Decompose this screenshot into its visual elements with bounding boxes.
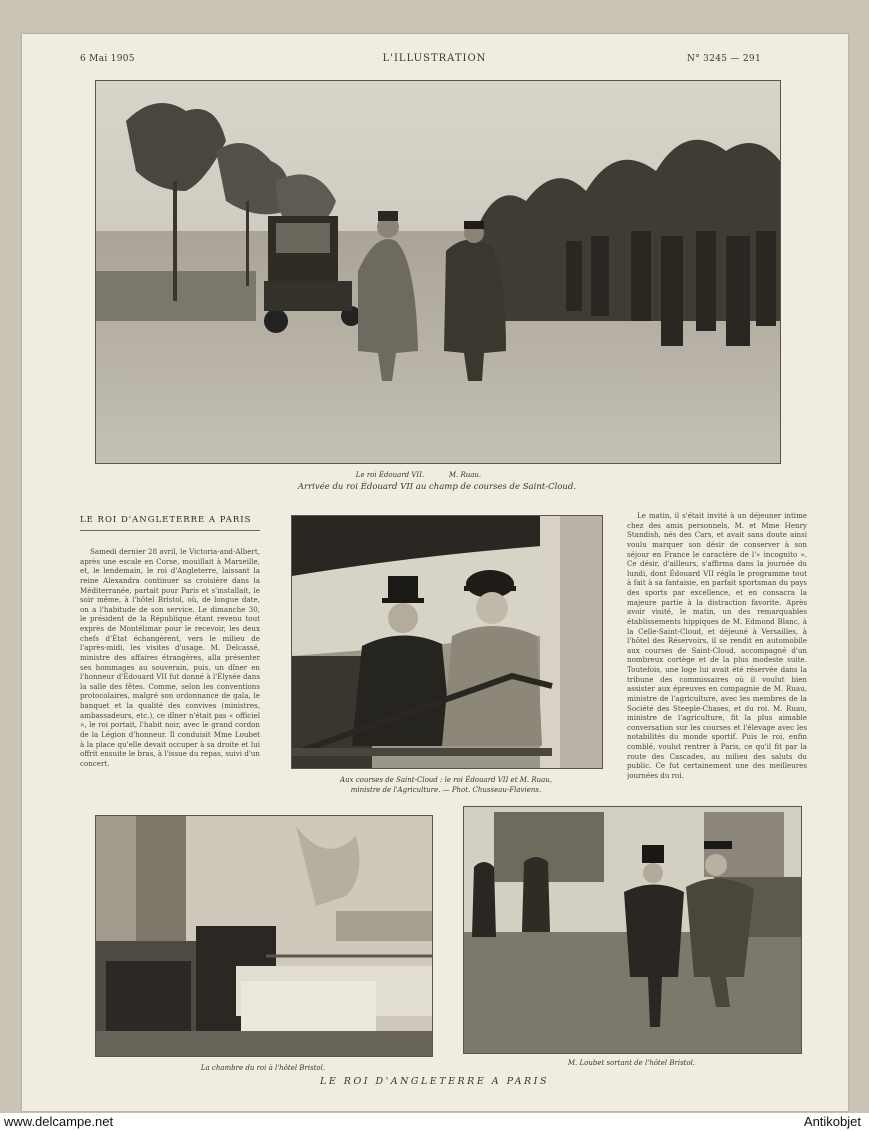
photo-king-and-ruau bbox=[291, 515, 603, 769]
footer-title: LE ROI D'ANGLETERRE A PARIS bbox=[320, 1076, 549, 1087]
heading-rule bbox=[80, 530, 260, 531]
photo1-sublabel-king: Le roi Édouard VII. bbox=[355, 471, 425, 479]
photo1-caption: Arrivée du roi Édouard VII au champ de courses de Saint-Cloud. bbox=[297, 482, 577, 492]
right-column-paragraph: Le matin, il s'était invité à un déjeuner intime chez des amis personnels, M. et Mme Henry Standish, nés des Cars, et avait sans doute ainsi voulu marquer son désir de conserver à son séjour en France le caractère de l'« incognito ». Ce désir, d'ailleurs, s'affirma dans la journée du lundi, dont Édouard VII régla le programme tout à fait à sa fantaisie, en parfait sportsman du pays des sports par excellence, et en consacra la majeure partie à la distraction favorite. Après avoir visité, le matin, un des remarquables établissements hippiques de M. Edmond Blanc, à la Celle-Saint-Cloud, et déjeuné à Versailles, à l'hôtel des Réservoirs, il se rendit en automobile aux courses de Saint-Cloud, accompagné d'un nombreux cortège et de la plus modeste suite. Toutefois, une loge lui avait été réservée dans la tribune des commissaires où il voulut bien assister aux épreuves en compagnie de M. Ruau, ministre de l'agriculture, avec les membres de la Société des Steeple-Chases, et du roi. M. Ruau, ministre de l'agriculture, fit la plus aimable conversation sur les courses et l'élevage avec les notabilités du monde sportif. Puis le roi, enfin comblé, voulut rentrer à Paris, ce qu'il fit par la route des Cascades, au milieu des saluts du public. Ce fut certainement une des meilleures journées du roi. bbox=[627, 511, 807, 780]
header-date: 6 Mai 1905 bbox=[80, 54, 135, 64]
header-publication: L'ILLUSTRATION bbox=[382, 53, 487, 64]
photo2-caption-line2: ministre de l'Agriculture. — Phot. Chusseau-Flaviens. bbox=[350, 786, 542, 794]
article-heading: LE ROI D'ANGLETERRE A PARIS bbox=[80, 515, 252, 525]
left-column-paragraph: Samedi dernier 28 avril, le Victoria-and-Albert, après une escale en Corse, mouillait à Marseille, et, le lendemain, le roi d'Angleterre, laissant la reine Alexandra continuer sa croisière dans la Méditerranée, partait pour Paris et s'installait, le soir même, à l'hôtel Bristol, où, de longue date, on a l'habitude de son service. Le dimanche 30, le président de la République étant revenu tout exprès de Montélimar pour le recevoir, les deux chefs d'État échangèrent, vers le milieu de l'après-midi, les visites d'usage. M. Delcassé, ministre des affaires étrangères, alla présenter ses hommages au souverain, puis, un dîner en l'honneur d'Édouard VII fut donné à l'Élysée dans la salle des fêtes. Comme, selon les conventions protocolaires, malgré son ordonnance de gala, le banquet et la qualité des convives (ministres, ambassadeurs, etc.), ce dîner n'était pas « officiel », le roi portait, l'habit noir, avec le grand cordon de la Légion d'honneur. Il conduisit Mme Loubet à la place qu'elle devait occuper à sa droite et lui offrit ensuite le bras, à l'issue du repas, suivi d'un concert. bbox=[80, 547, 260, 768]
photo1-sublabel-ruau: M. Ruau. bbox=[448, 471, 482, 479]
photo-kings-bedroom bbox=[95, 815, 433, 1057]
watermark-bar bbox=[0, 1113, 869, 1131]
article-left-column bbox=[80, 547, 260, 787]
photo2-caption-line1: Aux courses de Saint-Cloud : le roi Édouard VII et M. Ruau, bbox=[339, 776, 553, 784]
photo-arrival-saint-cloud bbox=[95, 80, 781, 464]
watermark-antikobjet[interactable]: Antikobjet bbox=[803, 1114, 861, 1129]
photo4-caption: M. Loubet sortant de l'hôtel Bristol. bbox=[567, 1059, 696, 1067]
header-issue: N° 3245 — 291 bbox=[687, 54, 761, 64]
photo-loubet-leaving-hotel bbox=[463, 806, 802, 1054]
photo3-caption: La chambre du roi à l'hôtel Bristol. bbox=[200, 1064, 326, 1072]
article-right-column bbox=[627, 511, 807, 806]
watermark-delcampe[interactable]: www.delcampe.net bbox=[4, 1114, 114, 1129]
